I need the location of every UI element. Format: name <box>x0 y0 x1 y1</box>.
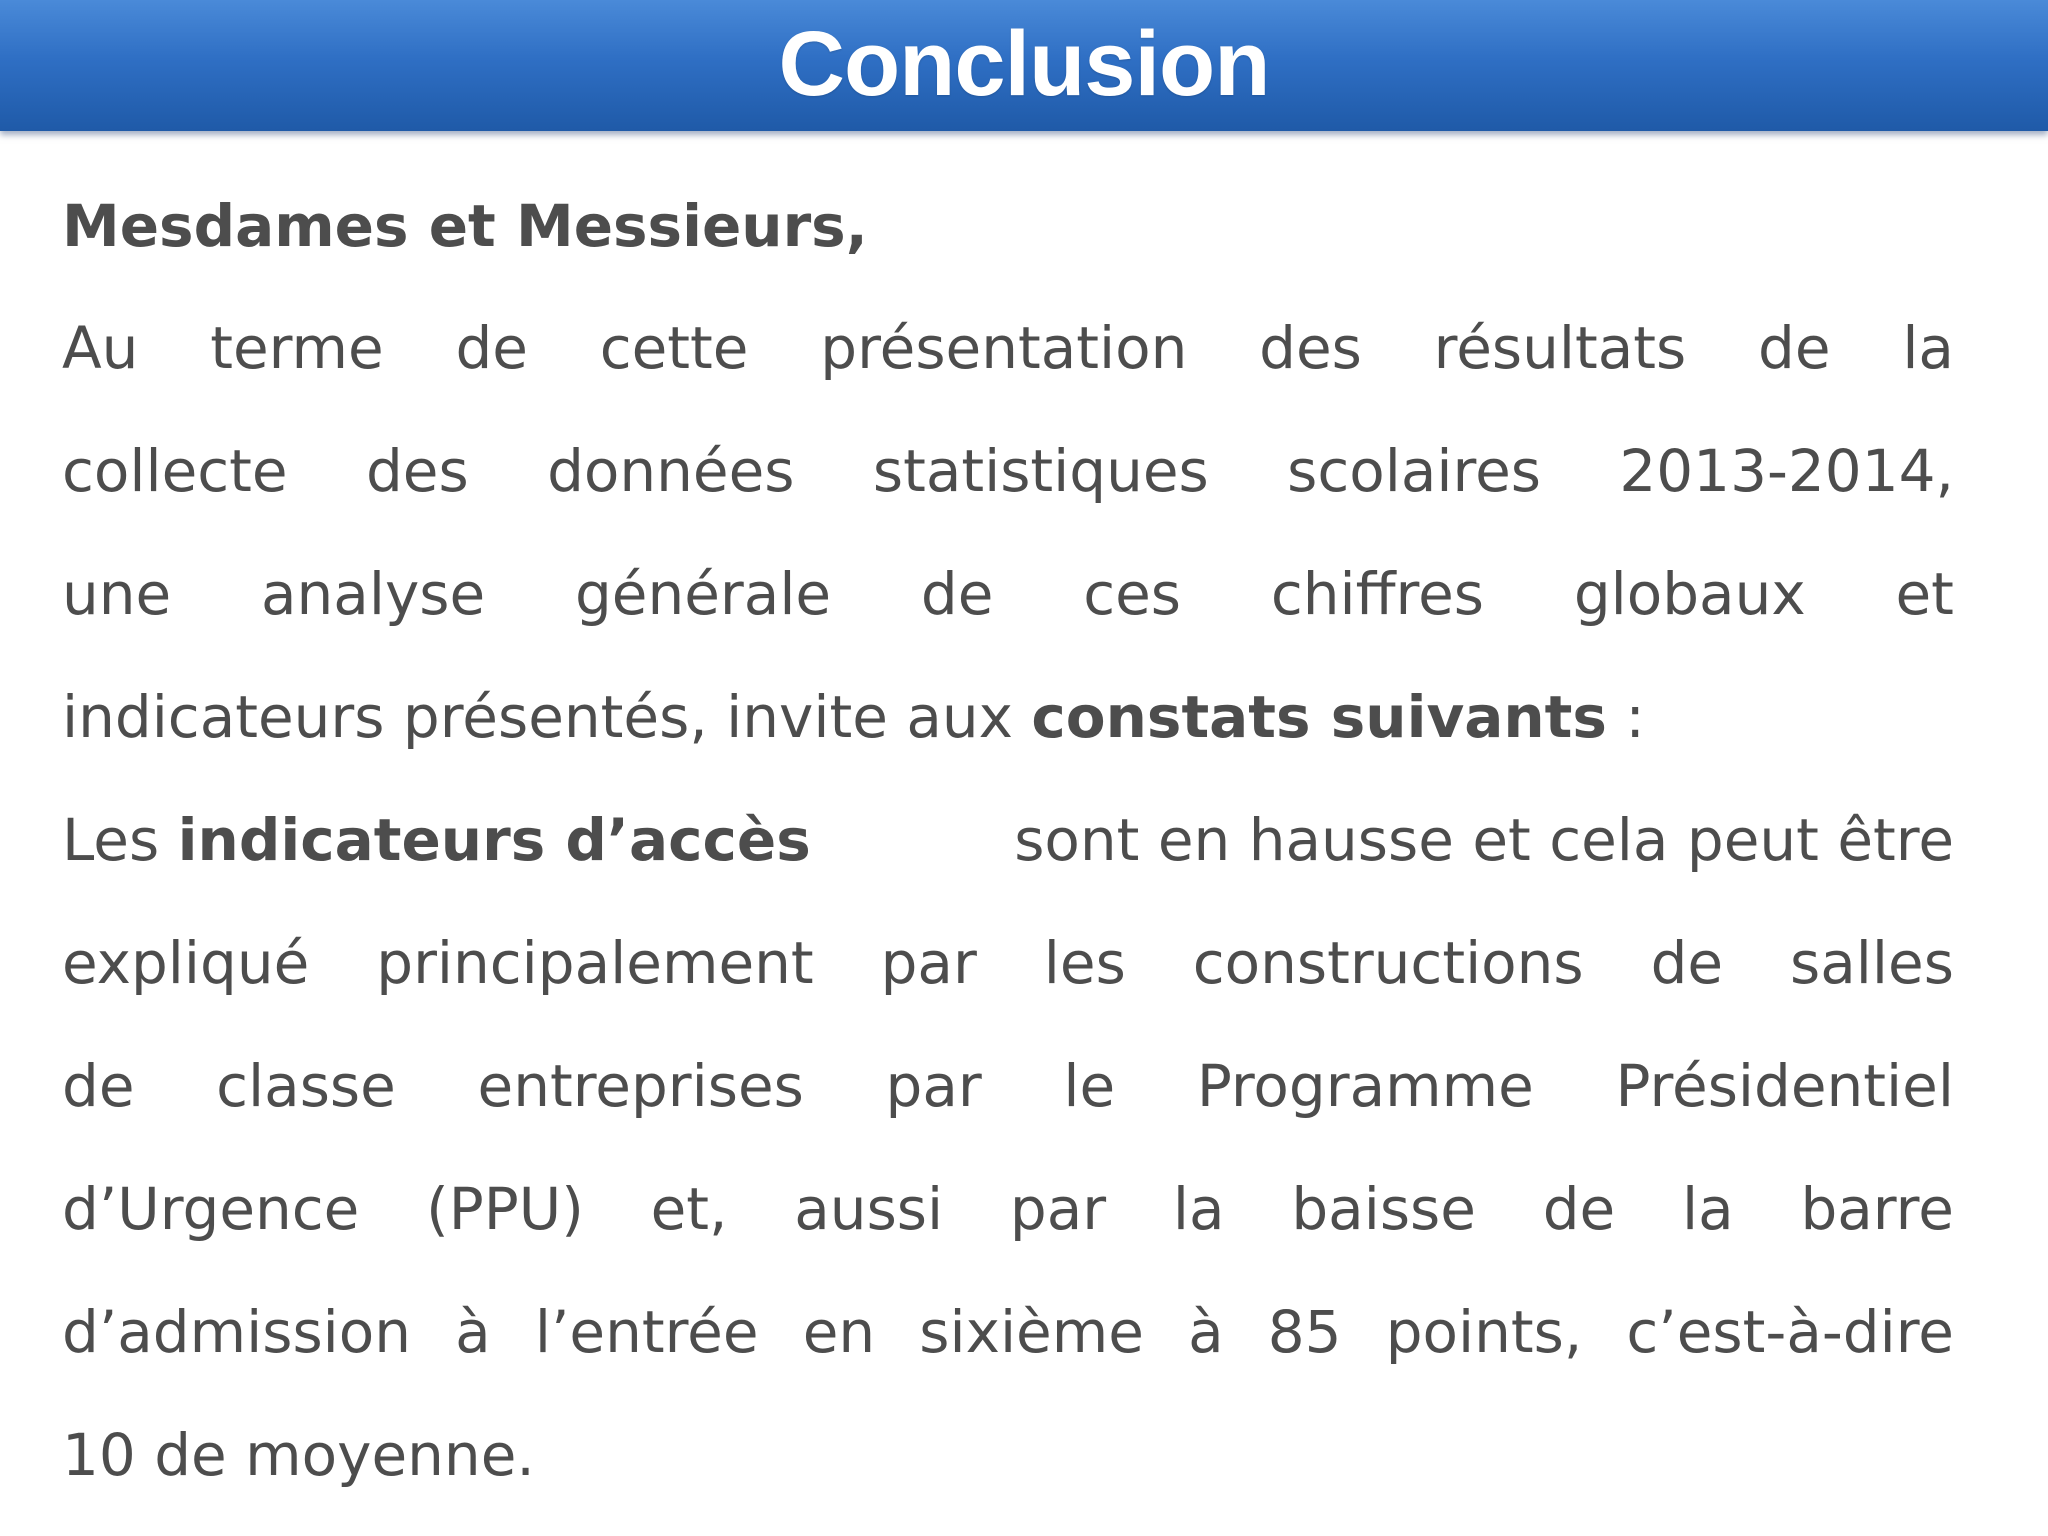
text-segment <box>62 779 811 902</box>
text-segment: : <box>1606 683 1645 751</box>
slide-body <box>62 170 1954 1517</box>
paragraph2-last-line: 10 de moyenne. <box>62 1421 535 1489</box>
word: de <box>1650 929 1724 997</box>
word: constructions <box>1192 929 1584 997</box>
word: données <box>547 437 795 505</box>
word: statistiques <box>872 437 1209 505</box>
text-segment: indicateurs présentés, invite aux <box>62 683 1013 751</box>
word: par <box>885 1052 982 1120</box>
word: expliqué <box>62 929 310 997</box>
word: (PPU) <box>426 1175 584 1243</box>
word: d’admission <box>62 1298 412 1366</box>
emphasis-indicateurs-acces: indicateurs d’accès <box>177 806 811 874</box>
salutation: Mesdames et Messieurs, <box>62 192 868 260</box>
word: générale <box>574 560 832 628</box>
word: et <box>1895 560 1954 628</box>
word: points, <box>1385 1298 1583 1366</box>
text-segment: sont en hausse et cela peut être <box>1014 806 1954 874</box>
word: Les <box>62 806 160 874</box>
paragraph1-line <box>62 533 1954 656</box>
slide-title: Conclusion <box>778 12 1270 115</box>
word: de <box>62 1052 135 1120</box>
word: à <box>1188 1298 1224 1366</box>
word: présentation <box>820 314 1188 382</box>
paragraph1-line <box>62 287 1954 410</box>
word: baisse <box>1291 1175 1476 1243</box>
word: entreprises <box>477 1052 804 1120</box>
word: 85 <box>1267 1298 1342 1366</box>
word: de <box>1758 314 1831 382</box>
word: par <box>880 929 977 997</box>
word: globaux <box>1573 560 1806 628</box>
word: la <box>1172 1175 1225 1243</box>
word: le <box>1063 1052 1116 1120</box>
paragraph2-line <box>62 902 1954 1025</box>
word: c’est-à-dire <box>1626 1298 1954 1366</box>
word: la <box>1902 314 1954 382</box>
word: cette <box>599 314 749 382</box>
paragraph1-last-line <box>62 656 1954 779</box>
word: Programme <box>1196 1052 1534 1120</box>
word: des <box>365 437 469 505</box>
word: l’entrée <box>534 1298 759 1366</box>
word: 2013-2014, <box>1619 437 1954 505</box>
word: une <box>62 560 172 628</box>
word: de <box>455 314 528 382</box>
word: barre <box>1800 1175 1954 1243</box>
word: de <box>1542 1175 1616 1243</box>
word: ces <box>1083 560 1182 628</box>
paragraph1-line <box>62 410 1954 533</box>
word: par <box>1009 1175 1107 1243</box>
word: sixième <box>919 1298 1144 1366</box>
word: la <box>1682 1175 1734 1243</box>
word: terme <box>210 314 384 382</box>
paragraph2-line <box>62 1025 1954 1148</box>
word: des <box>1259 314 1362 382</box>
word: scolaires <box>1287 437 1541 505</box>
title-bar <box>0 0 2048 131</box>
word: principalement <box>376 929 814 997</box>
word: les <box>1043 929 1126 997</box>
word: en <box>802 1298 876 1366</box>
word: aussi <box>794 1175 944 1243</box>
word: chiffres <box>1270 560 1485 628</box>
word: d’Urgence <box>62 1175 360 1243</box>
word: de <box>920 560 994 628</box>
word: Présidentiel <box>1615 1052 1954 1120</box>
emphasis-constats-suivants: constats suivants <box>1031 683 1607 751</box>
word: et, <box>650 1175 728 1243</box>
paragraph2-line <box>62 1271 1954 1394</box>
paragraph2-first-line <box>62 779 1954 902</box>
word: classe <box>216 1052 396 1120</box>
word: Au <box>62 314 139 382</box>
word: collecte <box>62 437 288 505</box>
word: analyse <box>261 560 486 628</box>
paragraph2-line <box>62 1148 1954 1271</box>
word: salles <box>1790 929 1954 997</box>
word: à <box>455 1298 491 1366</box>
word: résultats <box>1433 314 1687 382</box>
